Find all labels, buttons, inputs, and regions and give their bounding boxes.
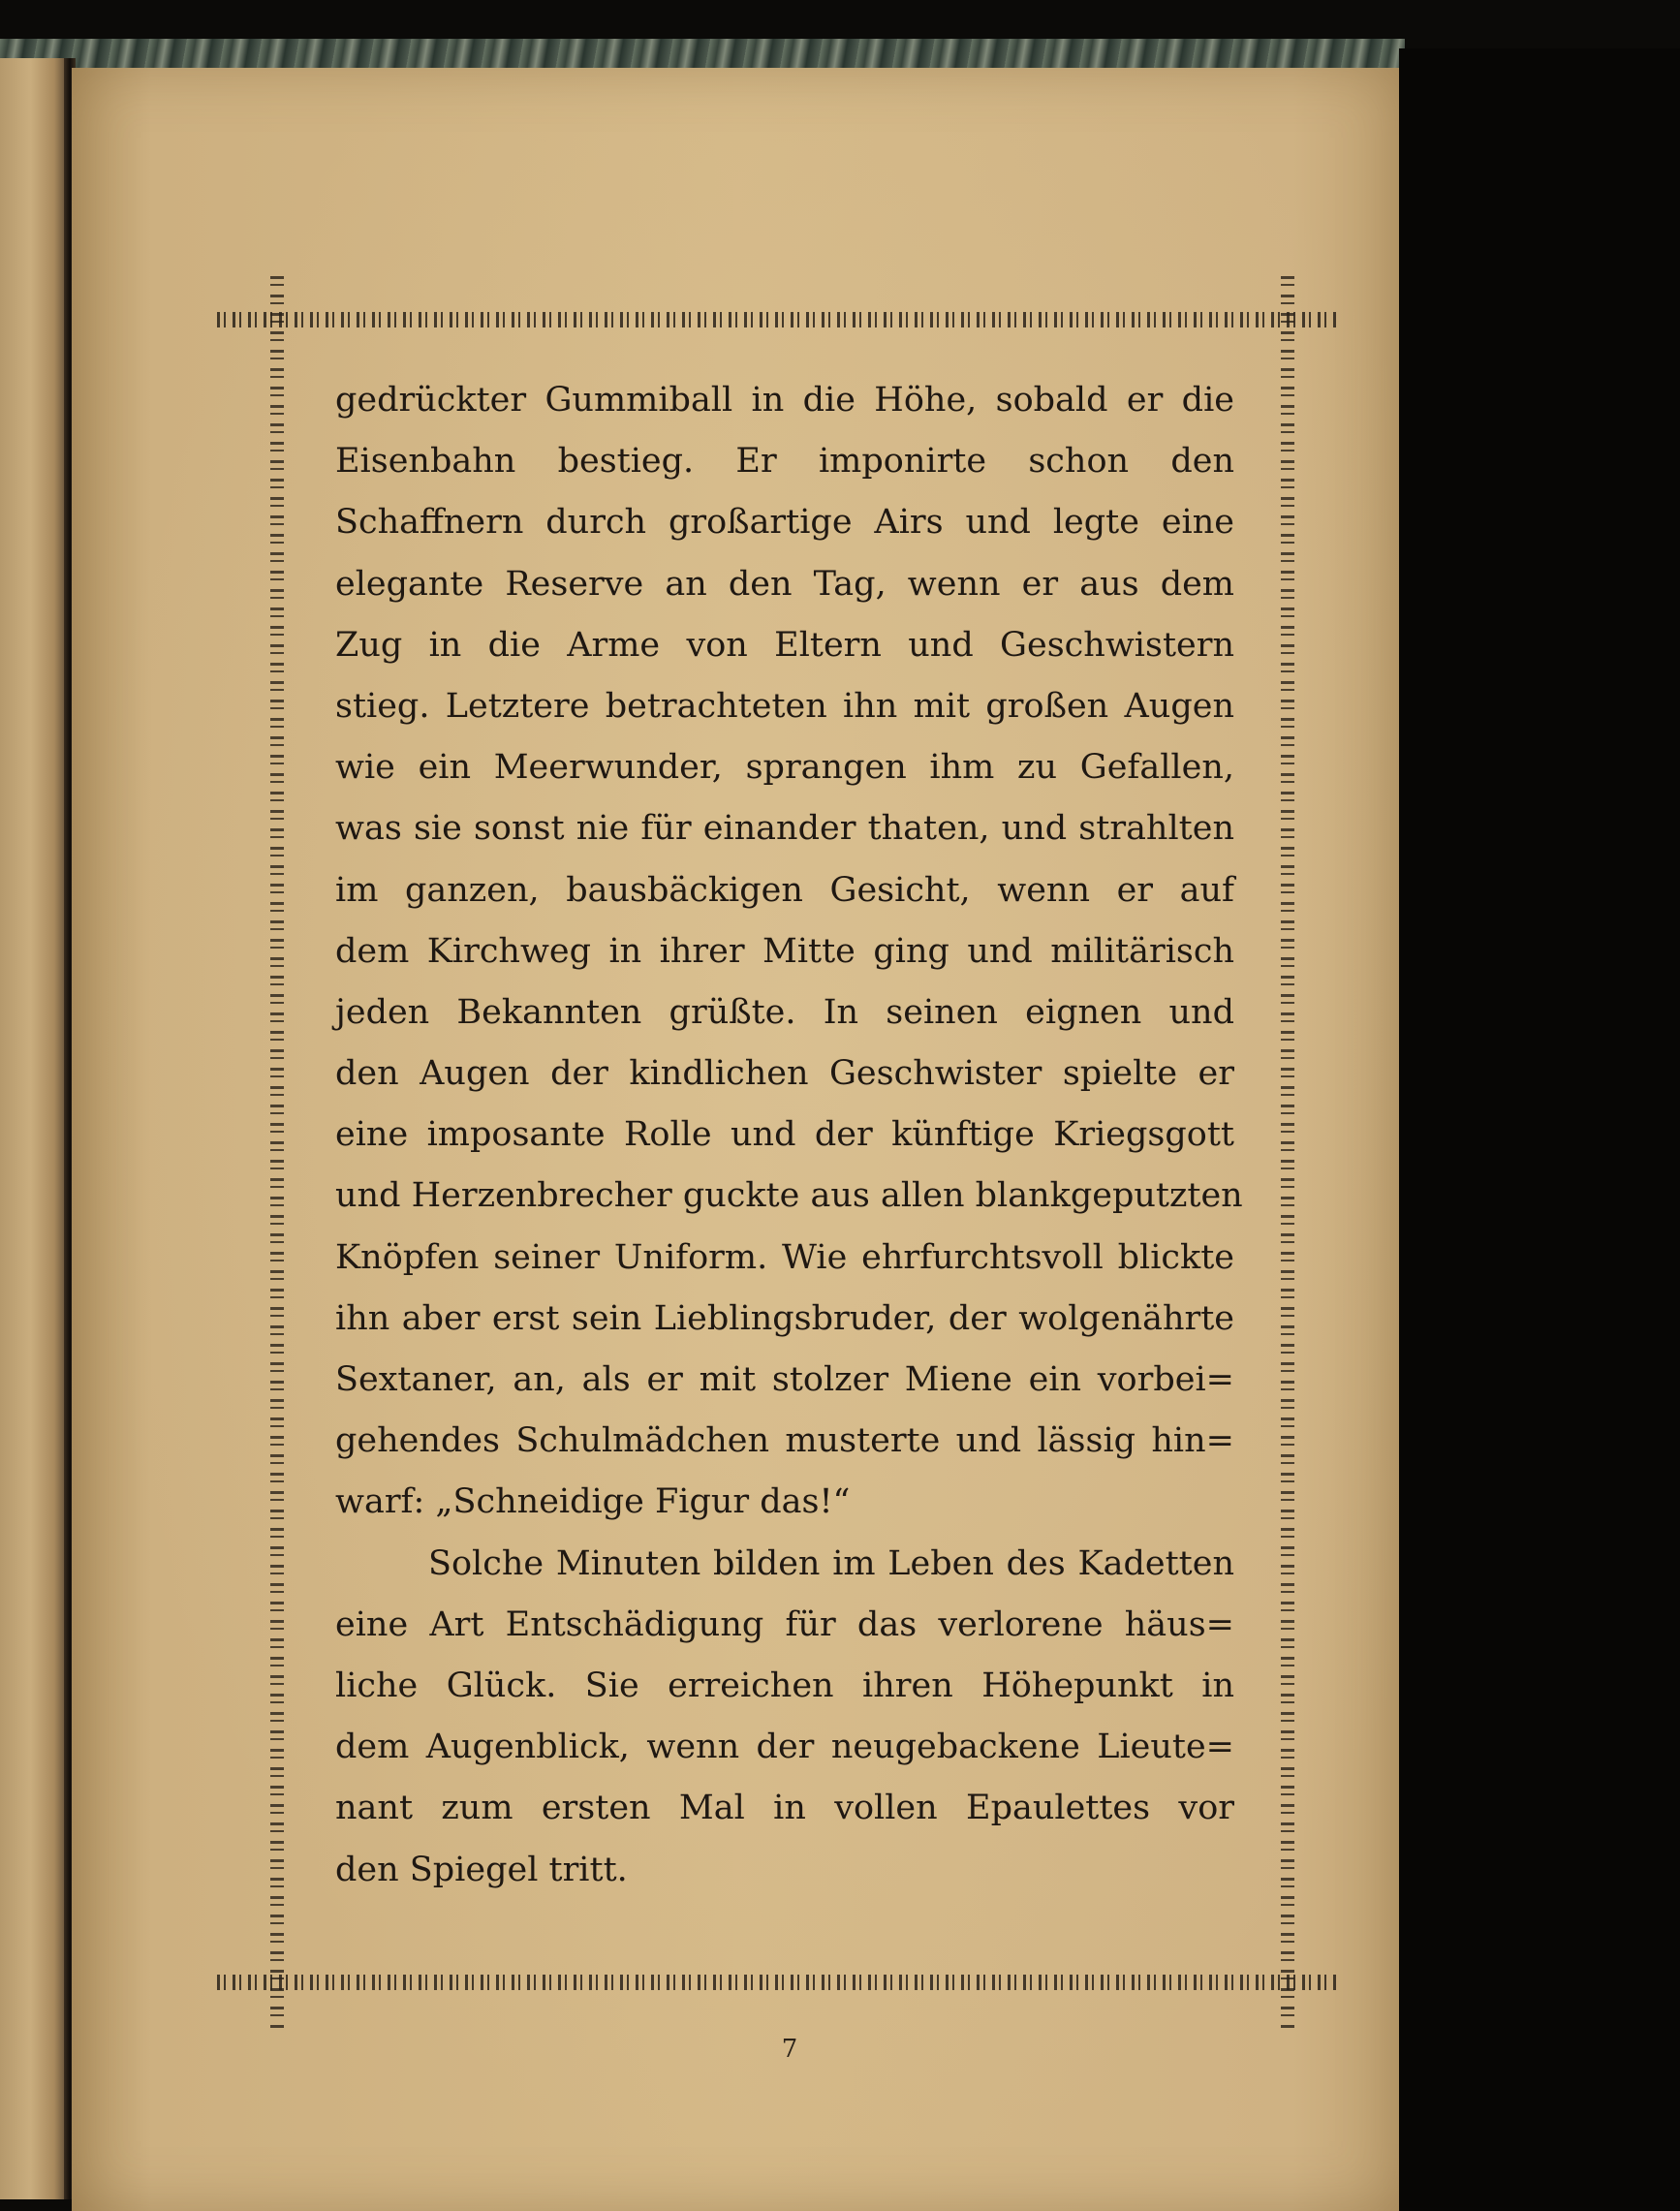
text-line: eine imposante Rolle und der künftige Kriegsgott (335, 1115, 1234, 1155)
body-text (335, 370, 1243, 1901)
text-line: dem Augenblick, wenn der neugebackene Lieute= (335, 1728, 1234, 1767)
text-line-paragraph-end: den Spiegel tritt. (335, 1850, 628, 1889)
left-page-edge (0, 58, 68, 2199)
text-line-paragraph-start: Solche Minuten bilden im Leben des Kadetten (428, 1543, 1234, 1583)
text-line: Eisenbahn bestieg. Er imponirte schon den (335, 442, 1234, 482)
text-line: Knöpfen seiner Uniform. Wie ehrfurchtsvoll blickte (335, 1237, 1234, 1277)
text-line: und Herzenbrecher guckte aus allen blankgeputzten (335, 1176, 1243, 1216)
text-line: was sie sonst nie für einander thaten, und strahlten (335, 809, 1234, 849)
text-line: Zug in die Arme von Eltern und Geschwistern (335, 625, 1234, 665)
text-line: dem Kirchweg in ihrer Mitte ging und militärisch (335, 931, 1234, 971)
ornamental-border-right (1281, 276, 1294, 2030)
book-page (72, 68, 1399, 2211)
text-line: gehendes Schulmädchen musterte und lässig hin= (335, 1421, 1234, 1461)
ornamental-border-bottom (217, 1975, 1339, 1990)
text-line: jeden Bekannten grüßte. In seinen eignen und (335, 992, 1234, 1032)
text-line: ihn aber erst sein Lieblingsbruder, der wolgenährte (335, 1298, 1234, 1338)
page-number: 7 (781, 2035, 798, 2064)
ornamental-border-left (270, 276, 284, 2030)
marbled-book-edge (0, 39, 1405, 68)
text-line: liche Glück. Sie erreichen ihren Höhepunkt in (335, 1666, 1234, 1705)
text-line: nant zum ersten Mal in vollen Epaulettes vor (335, 1789, 1234, 1828)
text-line: Sextaner, an, als er mit stolzer Miene ein vorbei= (335, 1360, 1234, 1399)
text-line: den Augen der kindlichen Geschwister spielte er (335, 1054, 1234, 1094)
text-line: stieg. Letztere betrachteten ihn mit großen Augen (335, 686, 1234, 726)
text-line: eine Art Entschädigung für das verlorene häus= (335, 1604, 1234, 1644)
text-line-paragraph-end: warf: „Schneidige Figur das!“ (335, 1482, 851, 1522)
text-line: im ganzen, bausbäckigen Gesicht, wenn er auf (335, 870, 1234, 910)
ornamental-border-top (217, 312, 1339, 327)
text-line: wie ein Meerwunder, sprangen ihm zu Gefallen, (335, 748, 1234, 788)
dark-background-right (1399, 48, 1680, 2211)
text-line: gedrückter Gummiball in die Höhe, sobald er die (335, 381, 1234, 420)
text-line: Schaffnern durch großartige Airs und legte eine (335, 503, 1234, 543)
text-line: elegante Reserve an den Tag, wenn er aus dem (335, 564, 1234, 604)
